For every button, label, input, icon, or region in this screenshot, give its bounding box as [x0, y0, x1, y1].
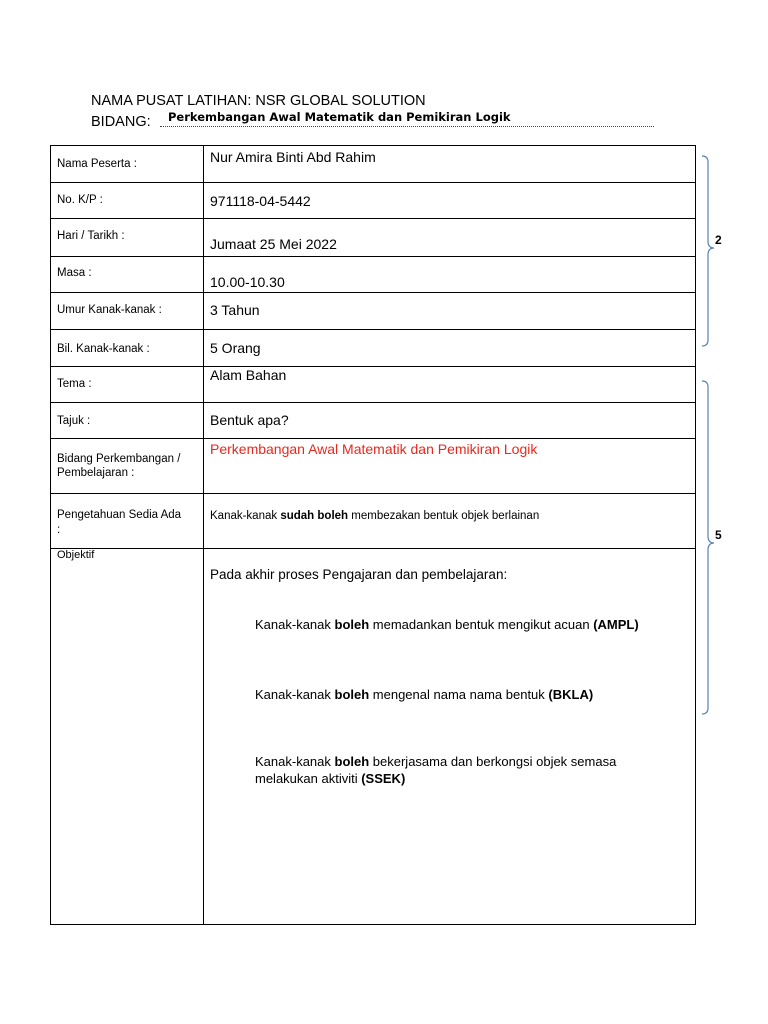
pengetahuan-label-line-1: Pengetahuan Sedia Ada [57, 509, 182, 521]
bidang-value: Perkembangan Awal Matematik dan Pemikiran Logik [160, 110, 654, 127]
objective-item-3 [255, 753, 655, 787]
kp-value: 971118-04-5442 [210, 193, 311, 209]
brace-number-2: 2 [715, 233, 722, 247]
tema-value: Alam Bahan [210, 367, 287, 383]
bidang-perkembangan-value: Perkembangan Awal Matematik dan Pemikiran Logik [210, 441, 538, 457]
objective-item-1 [255, 616, 655, 633]
objective-bold: boleh [334, 617, 370, 632]
center-name-line: NAMA PUSAT LATIHAN: NSR GLOBAL SOLUTION [91, 93, 426, 109]
umur-label: Umur Kanak-kanak : [57, 304, 162, 316]
value-cell [204, 146, 696, 183]
bil-value: 5 Orang [210, 340, 261, 356]
bidang-label-line-1: Bidang Perkembangan / [57, 453, 181, 465]
objective-bold: boleh [334, 687, 370, 702]
bidang-perkembangan-label [57, 452, 180, 480]
objective-mid: memadankan bentuk mengikut acuan [369, 617, 594, 632]
objective-item-2 [255, 686, 655, 703]
bil-label: Bil. Kanak-kanak : [57, 343, 150, 355]
pengetahuan-post: membezakan bentuk objek berlainan [348, 510, 540, 522]
pengetahuan-value [210, 510, 539, 522]
brace-top [700, 153, 720, 349]
objektif-cell [204, 549, 696, 925]
pengetahuan-bold: sudah boleh [280, 510, 349, 522]
objective-mid: bekerjasama dan berkongsi objek semasa melakukan aktiviti [255, 754, 617, 786]
objektif-label: Objektif [57, 549, 95, 561]
pengetahuan-pre: Kanak-kanak [210, 510, 281, 522]
row-hari [51, 219, 696, 257]
row-bil [51, 330, 696, 367]
row-tajuk [51, 403, 696, 439]
pengetahuan-label [57, 508, 181, 538]
row-umur [51, 293, 696, 330]
row-kp [51, 183, 696, 219]
row-bidang [51, 439, 696, 494]
objective-pre: Kanak-kanak [255, 687, 335, 702]
tema-label: Tema : [57, 378, 92, 390]
objective-pre: Kanak-kanak [255, 617, 335, 632]
row-objektif [51, 549, 696, 925]
brace-bottom [700, 378, 720, 718]
hari-label: Hari / Tarikh : [57, 230, 125, 242]
row-pengetahuan [51, 494, 696, 549]
pengetahuan-label-line-2: : [57, 524, 61, 536]
row-masa [51, 257, 696, 293]
row-tema [51, 367, 696, 403]
lesson-plan-table [50, 145, 696, 925]
masa-value: 10.00-10.30 [210, 274, 285, 290]
objective-code: (BKLA) [548, 687, 594, 702]
hari-value: Jumaat 25 Mei 2022 [210, 236, 337, 252]
objective-mid: mengenal nama nama bentuk [369, 687, 549, 702]
umur-value: 3 Tahun [210, 302, 260, 318]
tajuk-label: Tajuk : [57, 415, 91, 427]
kp-label: No. K/P : [57, 194, 103, 206]
row-nama [51, 146, 696, 183]
bidang-label-line-2: Pembelajaran : [57, 467, 135, 479]
bidang-label: BIDANG: [91, 114, 151, 130]
tajuk-value: Bentuk apa? [210, 412, 289, 428]
brace-number-5: 5 [715, 528, 722, 542]
nama-label: Nama Peserta : [57, 158, 137, 170]
objective-code: (AMPL) [593, 617, 639, 632]
masa-label: Masa : [57, 267, 92, 279]
objektif-intro: Pada akhir proses Pengajaran dan pembelajaran: [210, 567, 508, 582]
objective-pre: Kanak-kanak [255, 754, 335, 769]
objective-bold: boleh [334, 754, 370, 769]
objective-code: (SSEK) [361, 771, 406, 786]
nama-value: Nur Amira Binti Abd Rahim [210, 149, 376, 165]
label-cell [51, 146, 204, 183]
